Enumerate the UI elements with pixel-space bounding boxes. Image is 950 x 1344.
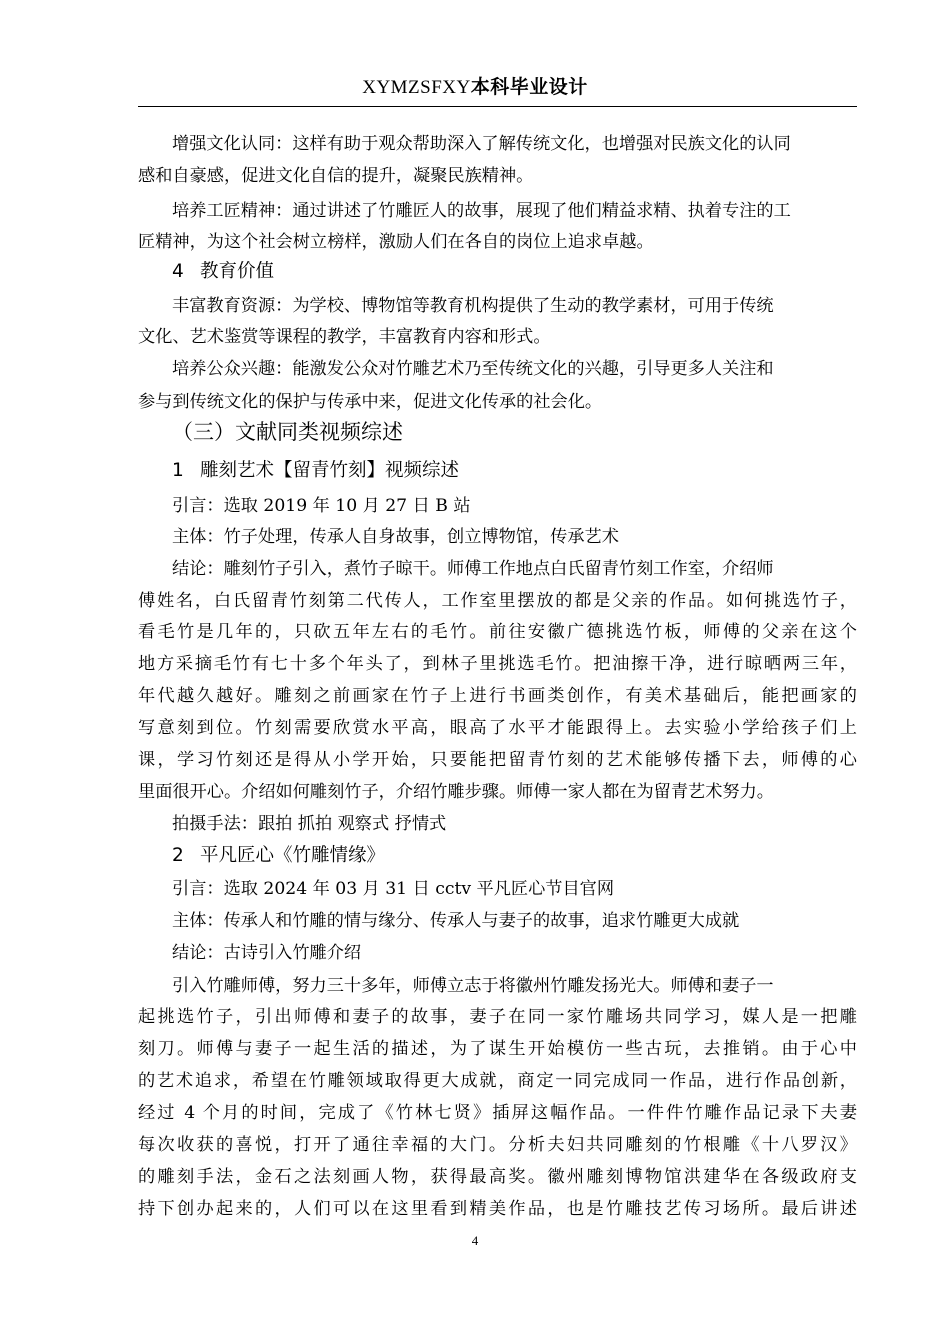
paragraph-line: 匠精神，为这个社会树立榜样，激励人们在各自的岗位上追求卓越。	[138, 232, 654, 252]
paragraph-line: 刻刀。师傅与妻子一起生活的描述，为了谋生开始模仿一些古玩，去推销。由于心中	[138, 1039, 857, 1059]
paragraph-line: 增强文化认同：这样有助于观众帮助深入了解传统文化，也增强对民族文化的认同	[172, 134, 791, 154]
paragraph-line: 的艺术追求，希望在竹雕领域取得更大成就，商定一同完成同一作品，进行作品创新，	[138, 1071, 857, 1091]
paragraph-line: 培养公众兴趣：能激发公众对竹雕艺术乃至传统文化的兴趣，引导更多人关注和	[172, 359, 774, 379]
header-latin: XYMZSFXY	[362, 77, 471, 98]
paragraph-line: 结论：雕刻竹子引入，煮竹子晾干。师傅工作地点白氏留青竹刻工作室，介绍师	[172, 559, 774, 579]
heading-education-value	[172, 259, 274, 285]
paragraph-line: 写意刻到位。竹刻需要欣赏水平高，眼高了水平才能跟得上。去实验小学给孩子们上	[138, 718, 857, 738]
paragraph-line: 培养工匠精神：通过讲述了竹雕匠人的故事，展现了他们精益求精、执着专注的工	[172, 201, 791, 221]
header-rule	[138, 106, 857, 107]
paragraph-line: 拍摄手法：跟拍 抓拍 观察式 抒情式	[172, 814, 447, 834]
header-chinese: 本科毕业设计	[470, 76, 588, 98]
paragraph-line: 年代越久越好。雕刻之前画家在竹子上进行书画类创作，有美术基础后，能把画家的	[138, 686, 857, 706]
page-header	[0, 72, 950, 99]
heading-number: 1	[172, 460, 184, 481]
paragraph-line: 文化、艺术鉴赏等课程的教学，丰富教育内容和形式。	[138, 327, 551, 347]
heading-number: 4	[172, 261, 184, 282]
paragraph-line: 看毛竹是几年的，只砍五年左右的毛竹。前往安徽广德挑选竹板，师傅的父亲在这个	[138, 622, 857, 642]
paragraph-line: 丰富教育资源：为学校、博物馆等教育机构提供了生动的教学素材，可用于传统	[172, 296, 774, 316]
paragraph-line: 感和自豪感，促进文化自信的提升，凝聚民族精神。	[138, 166, 534, 186]
paragraph-line: 主体：传承人和竹雕的情与缘分、传承人与妻子的故事，追求竹雕更大成就	[172, 911, 740, 931]
paragraph-line: 参与到传统文化的保护与传承中来，促进文化传承的社会化。	[138, 392, 603, 412]
paragraph-line: 引言：选取 2024 年 03 月 31 日 cctv 平凡匠心节目官网	[172, 879, 615, 899]
section-heading: （三）文献同类视频综述	[172, 420, 403, 444]
paragraph-line: 经过 4 个月的时间，完成了《竹林七贤》插屏这幅作品。一件件竹雕作品记录下夫妻	[138, 1103, 857, 1123]
heading-video-2	[172, 843, 385, 869]
paragraph-line: 傅姓名，白氏留青竹刻第二代传人，工作室里摆放的都是父亲的作品。如何挑选竹子，	[138, 591, 857, 611]
paragraph-line: 主体：竹子处理，传承人自身故事，创立博物馆，传承艺术	[172, 527, 619, 547]
paragraph-line: 里面很开心。介绍如何雕刻竹子，介绍竹雕步骤。师傅一家人都在为留青艺术努力。	[138, 782, 774, 802]
page-number: 4	[471, 1233, 479, 1248]
paragraph-line: 起挑选竹子，引出师傅和妻子的故事，妻子在同一家竹雕场共同学习，媒人是一把雕	[138, 1007, 857, 1027]
paragraph-line: 每次收获的喜悦，打开了通往幸福的大门。分析夫妇共同雕刻的竹根雕《十八罗汉》	[138, 1135, 857, 1155]
paragraph-line: 的雕刻手法，金石之法刻画人物，获得最高奖。徽州雕刻博物馆洪建华在各级政府支	[138, 1167, 857, 1187]
heading-number: 2	[172, 845, 184, 866]
heading-video-1	[172, 458, 459, 484]
heading-text: 平凡匠心《竹雕情缘》	[200, 845, 386, 866]
paragraph-line: 引言：选取 2019 年 10 月 27 日 B 站	[172, 496, 471, 516]
heading-text: 雕刻艺术【留青竹刻】视频综述	[200, 460, 460, 481]
paragraph-line: 持下创办起来的，人们可以在这里看到精美作品，也是竹雕技艺传习场所。最后讲述	[138, 1199, 857, 1219]
heading-text: 教育价值	[200, 261, 275, 282]
paragraph-line: 课，学习竹刻还是得从小学开始，只要能把留青竹刻的艺术能够传播下去，师傅的心	[138, 750, 857, 770]
paragraph-line: 地方采摘毛竹有七十多个年头了，到林子里挑选毛竹。把油擦干净，进行晾晒两三年，	[138, 654, 857, 674]
paragraph-line: 结论：古诗引入竹雕介绍	[172, 943, 362, 963]
paragraph-line: 引入竹雕师傅，努力三十多年，师傅立志于将徽州竹雕发扬光大。师傅和妻子一	[172, 976, 774, 996]
